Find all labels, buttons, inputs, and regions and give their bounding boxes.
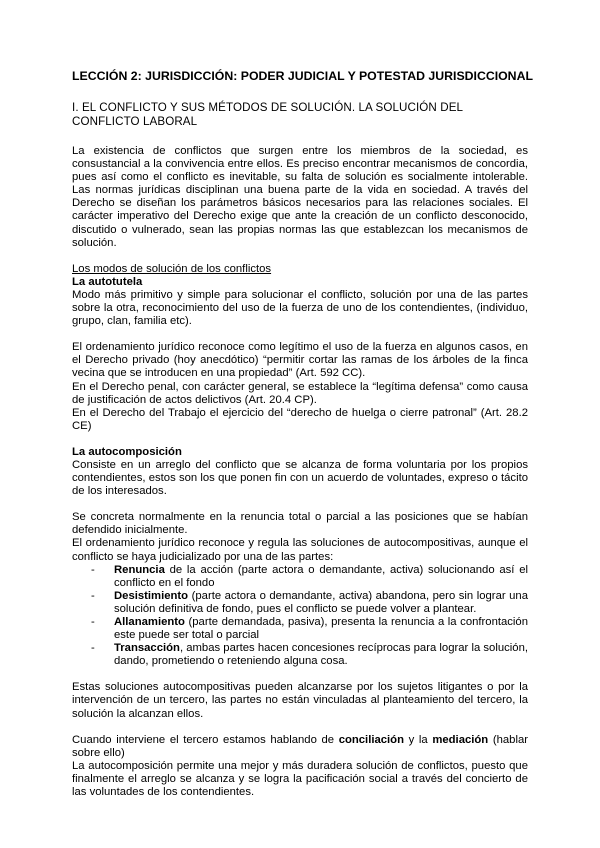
section-heading: I. EL CONFLICTO Y SUS MÉTODOS DE SOLUCIÓN. LA SOLUCIÓN DEL CONFLICTO LABORAL: [72, 101, 463, 128]
list-dash: -: [91, 642, 95, 655]
list-item-desistimiento: [91, 590, 528, 616]
autocomposicion-paragraph-1: Consiste en un arreglo del conflicto que se alcanza de forma voluntaria por los propios contendientes, estos son los que ponen fin con un acuerdo de voluntades, expreso o tácito de los interesados.: [72, 458, 528, 498]
list-item-renuncia: [91, 564, 528, 590]
autotutela-heading: La autotutela: [72, 275, 143, 288]
intro-paragraph: La existencia de conflictos que surgen entre los miembros de la sociedad, es consustancial a la convivencia entre ellos. Es preciso encontrar mecanismos de concordia, pues así como el conflicto es inevitable, su falta de solución es socialmente intolerable. Las normas jurídicas disciplinan una buena parte de la vida en sociedad. A través del Derecho se diseñan los parámetros básicos necesarios para las relaciones sociales. El carácter imperativo del Derecho exige que ante la creación de un conflicto desconocido, discutido o vulnerado, sean las propias normas las que establezcan los mecanismos de solución.: [72, 145, 528, 249]
document-body: [72, 69, 533, 799]
term-desistimiento: Desistimiento: [114, 589, 189, 602]
list-dash: -: [91, 563, 95, 576]
term-conciliacion: conciliación: [338, 733, 404, 746]
list-item-allanamiento: [91, 616, 528, 642]
autotutela-paragraph-3: En el Derecho penal, con carácter general, se establece la “legítima defensa” como causa de justificación de actos delictivos (Art. 20.4 CP).: [72, 380, 528, 406]
term-transaccion: Transacción: [114, 642, 180, 655]
term-mediacion: mediación: [432, 733, 489, 746]
autotutela-paragraph-2: El ordenamiento jurídico reconoce como legítimo el uso de la fuerza en algunos casos, en el Derecho privado (hoy anecdótico) “permitir cortar las ramas de los árboles de la finca vecina que se introducen en una propiedad” (Art. 592 CC).: [72, 341, 528, 380]
list-dash: -: [91, 589, 95, 602]
term-renuncia: Renuncia: [114, 563, 165, 576]
text-transaccion: , ambas partes hacen concesiones recíprocas para lograr la solución, dando, prometiendo o reteniendo alguna cosa.: [114, 642, 528, 668]
autotutela-paragraph-1: Modo más primitivo y simple para solucionar el conflicto, solución por una de las partes sobre la otra, reconocimiento del uso de la fuerza de uno de los contendientes, (individuo, grupo, clan, familia etc).: [72, 288, 528, 328]
autocomposicion-paragraph-4: Estas soluciones autocompositivas pueden alcanzarse por los sujetos litigantes o por la intervención de un tercero, las partes no están vinculadas al planteamiento del tercero, la solución la alcanzan ellos.: [72, 681, 528, 720]
text-desistimiento: (parte actora o demandante, activa) abandona, pero sin lograr una solución definitiva de fondo, pues el conflicto se puede volver a plantear.: [114, 589, 528, 615]
text-renuncia: de la acción (parte actora o demandante, activa) solucionando así el conflicto en el fondo: [114, 563, 528, 589]
list-dash: -: [91, 616, 95, 628]
lesson-title: LECCIÓN 2: JURISDICCIÓN: PODER JUDICIAL Y POTESTAD JURISDICCIONAL: [72, 69, 533, 83]
autocomposicion-heading: La autocomposición: [72, 445, 182, 458]
modes-heading: Los modos de solución de los conflictos: [72, 262, 272, 275]
autocomposicion-paragraph-5: Cuando intervienе el tercero estamos hablando de conciliación y la mediación (hablar sobre ello): [72, 733, 528, 759]
autotutela-paragraph-4: En el Derecho del Trabajo el ejercicio del “derecho de huelga o cierre patronal” (Art. 28.2 CE): [72, 406, 528, 432]
autocomposicion-list: [72, 564, 528, 669]
list-item-transaccion: [91, 642, 528, 668]
autocomposicion-paragraph-3: El ordenamiento jurídico reconoce y regula las soluciones de autocompositivas, aunque el conflicto se haya judicializado por una de las partes:: [72, 537, 528, 563]
term-allanamiento: Allanamiento: [114, 616, 185, 628]
autocomposicion-paragraph-6: La autocomposición permite una mejor y más duradera solución de conflictos, puesto que finalmente el arreglo se alcanza y se logra la pacificación social a través del concierto de las voluntades de los contendientes.: [72, 759, 528, 799]
autocomposicion-paragraph-2: Se concreta normalmente en la renuncia total o parcial a las posiciones que se habían defendido inicialmente.: [72, 511, 528, 537]
text-allanamiento: (parte demandada, pasiva), presenta la renuncia a la confrontación este puede ser total o parcial: [114, 616, 528, 642]
